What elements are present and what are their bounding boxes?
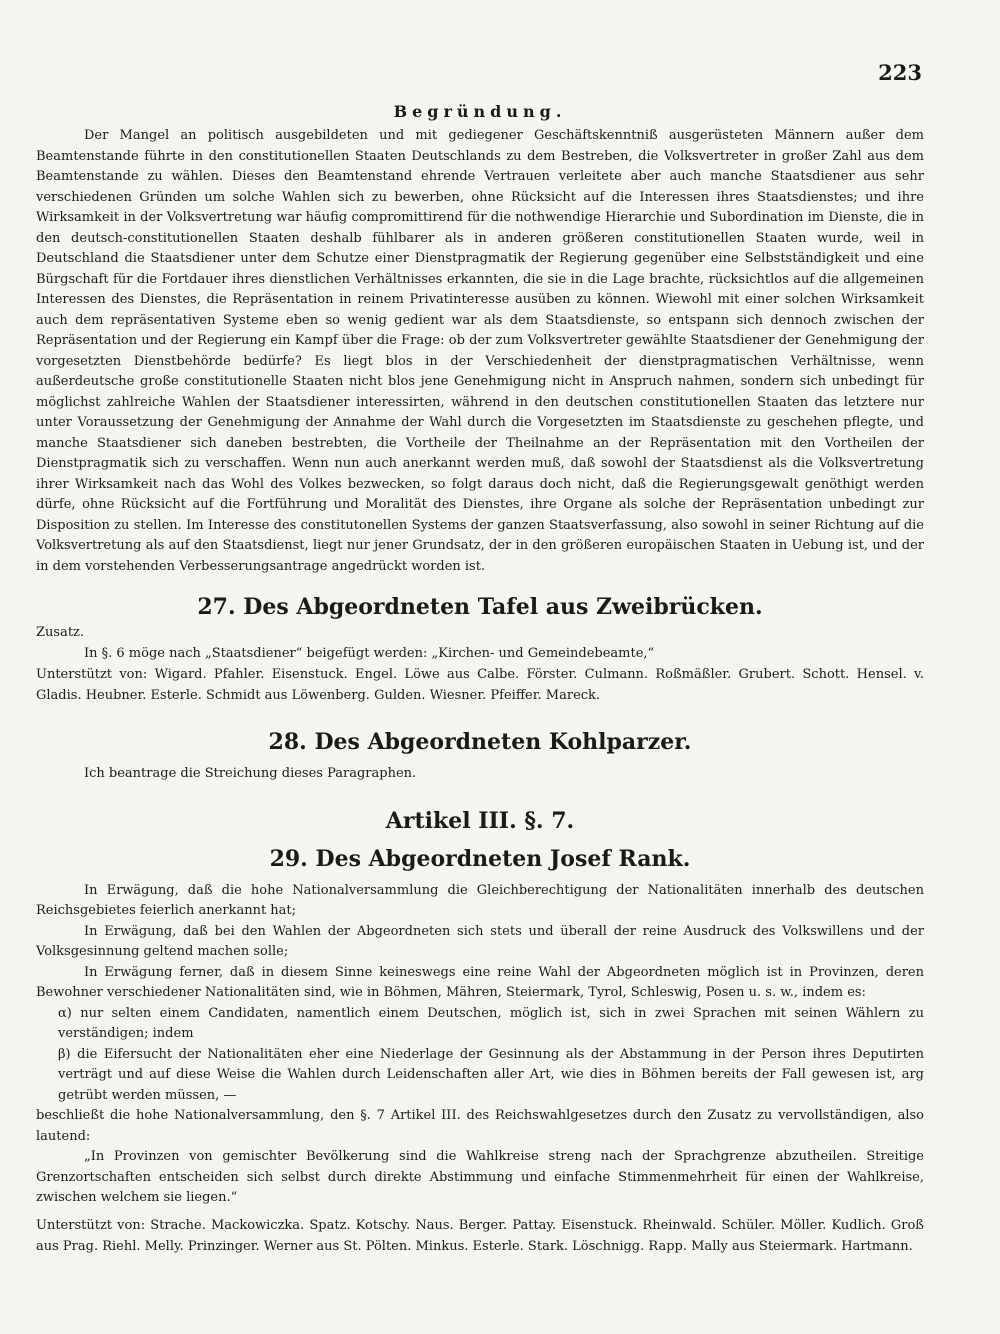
section-29-para-1: In Erwägung, daß die hohe Nationalversammlung die Gleichberechtigung der Nationalitäten innerhalb des deutschen Reichsgebietes feierlich anerkannt hat; bbox=[36, 882, 924, 918]
begruendung-paragraph: Der Mangel an politisch ausgebildeten und mit gediegener Geschäftskenntniß ausgerüsteten Männern außer dem Beamtenstande führte in den constitutionellen Staaten Deutschlands zu dem Bestreben, die Volksvertreter in großer Zahl aus dem Beamtenstande zu wählen. Dieses den Beamtenstand ehrende Vertrauen verleitete aber auch manche Staatsdiener aus sehr verschiedenen Gründen um solche Wahlen sich zu bewerben, ohne Rücksicht auf die Interessen ihres Staatsdienstes; und ihre Wirksamkeit in der Volksvertretung war häufig compromittirend für die nothwendige Hierarchie und Subordination im Dienste, die in den deutsch-constitutionellen Staaten deshalb fühlbarer als in anderen größeren constitutionellen Staaten wurde, weil in Deutschland die Staatsdiener unter dem Schutze einer Dienstpragmatik der Regierung gegenüber eine Selbstständigkeit und eine Bürgschaft für die Fortdauer ihres dienstlichen Verhältnisses erkannten, die sie in die Lage brachte, rücksichtlos auf die allgemeinen Interessen des Dienstes, die Repräsentation in reinem Privatinteresse ausüben zu können. Wiewohl mit einer solchen Wirksamkeit auch dem repräsentativen Systeme eben so wenig gedient war als dem Staatsdienste, so entspann sich dennoch zwischen der Repräsentation und der Regierung ein Kampf über die Frage: ob der zum Volksvertreter gewählte Staatsdiener der Genehmigung der vorgesetzten Dienstbehörde bedürfe? Es liegt blos in der Verschiedenheit der dienstpragmatischen Verhältnisse, wenn außerdeutsche große constitutionelle Staaten nicht blos jene Genehmigung nicht in Anspruch nahmen, sondern sich unbedingt für möglichst zahlreiche Wahlen der Staatsdiener interessirten, während in den deutschen constitutionellen Staaten das letztere nur unter Voraussetzung der Genehmigung der Annahme der Wahl durch die Vorgesetzten im Staatsdienste zu geschehen pflegte, und manche Staatsdiener sich daneben bestrebten, die Vortheile der Theilnahme an der Repräsentation mit den Vortheilen der Dienstpragmatik sich zu verschaffen. Wenn nun auch anerkannt werden muß, daß sowohl der Staatsdienst als die Volksvertretung ihrer Wirksamkeit nach das Wohl des Volkes bezwecken, so folgt daraus doch nicht, daß die Regierungsgewalt genöthigt werden dürfe, ohne Rücksicht auf die Fortführung und Moralität des Dienstes, ihre Organe als solche der Repräsentation unbedingt zur Disposition zu stellen. Im Interesse des constitutonellen Systems der ganzen Staatsverfassung, also sowohl in seiner Richtung auf die Volksvertretung als auf den Staatsdienst, liegt nur jener Grundsatz, der in den größeren europäischen Staaten in Uebung ist, und der in dem vorstehenden Verbesserungsantrage angedrückt worden ist. bbox=[36, 128, 924, 574]
section-29-support: Unterstützt von: Strache. Mackowiczka. Spatz. Kotschy. Naus. Berger. Pattay. Eisenstuck. Rheinwald. Schüler. Möller. Kudlich. Groß aus Prag. Riehl. Melly. Prinzinger. Werner aus St. Pölten. Minkus. Esterle. Stark. Löschnigg. Rapp. Mally aus Steiermark. Hartmann. bbox=[36, 1217, 924, 1254]
section-29-alpha: α) nur selten einem Candidaten, namentlich einem Deutschen, möglich ist, sich in zwei Sprachen mit seinen Wählern zu verständigen; indem bbox=[58, 1005, 924, 1041]
section-29-para-2: In Erwägung, daß bei den Wahlen der Abgeordneten sich stets und überall der reine Ausdruck des Volkswillens und der Volksgesinnung geltend machen solle; bbox=[36, 923, 924, 959]
section-28-text: Ich beantrage die Streichung dieses Paragraphen. bbox=[84, 766, 417, 781]
article-heading: Artikel III. §. 7. bbox=[385, 807, 575, 834]
page-body bbox=[36, 100, 924, 1257]
section-29-beta: β) die Eifersucht der Nationalitäten eher eine Niederlage der Gesinnung als der Abstammung in der Person ihres Deputirten verträgt und auf diese Weise die Wahlen durch Leidenschaften aller Art, wie dies in Böhmen bereits der Fall gewesen ist, arg getrübt werden müssen, — bbox=[58, 1046, 924, 1103]
section-27-text: In §. 6 möge nach „Staatsdiener“ beigefügt werden: „Kirchen- und Gemeindebeamte,“ bbox=[84, 645, 655, 661]
section-27-support: Unterstützt von: Wigard. Pfahler. Eisenstuck. Engel. Löwe aus Calbe. Förster. Culmann. Roßmäßler. Grubert. Schott. Hensel. v. Gladis. Heubner. Esterle. Schmidt aus Löwenberg. Gulden. Wiesner. Pfeiffer. Mareck. bbox=[36, 667, 924, 703]
page-number: 223 bbox=[878, 60, 922, 85]
section-28-heading: 28. Des Abgeordneten Kohlparzer. bbox=[268, 729, 692, 755]
section-29-para-3: In Erwägung ferner, daß in diesem Sinne keineswegs eine reine Wahl der Abgeordneten möglich ist in Provinzen, deren Bewohner verschiedener Nationalitäten sind, wie in Böhmen, Mähren, Steiermark, Tyrol, Schleswig, Posen u. s. w., indem es: bbox=[36, 964, 924, 1000]
section-27-heading: 27. Des Abgeordneten Tafel aus Zweibrücken. bbox=[197, 594, 763, 620]
section-27-label: Zusatz. bbox=[36, 625, 85, 640]
section-29-resolution: beschließt die hohe Nationalversammlung, den §. 7 Artikel III. des Reichswahlgesetzes durch den Zusatz zu vervollständigen, also lautend: bbox=[36, 1108, 924, 1144]
section-29-quote: „In Provinzen von gemischter Bevölkerung sind die Wahlkreise streng nach der Sprachgrenze abzutheilen. Streitige Grenzortschaften entscheiden sich selbst durch direkte Abstimmung und einfache Stimmenmehrheit für einen der Wahlkreise, zwischen welchem sie liegen.“ bbox=[36, 1149, 924, 1205]
begruendung-heading: Begründung. bbox=[393, 102, 567, 121]
section-29-heading: 29. Des Abgeordneten Josef Rank. bbox=[269, 845, 691, 872]
